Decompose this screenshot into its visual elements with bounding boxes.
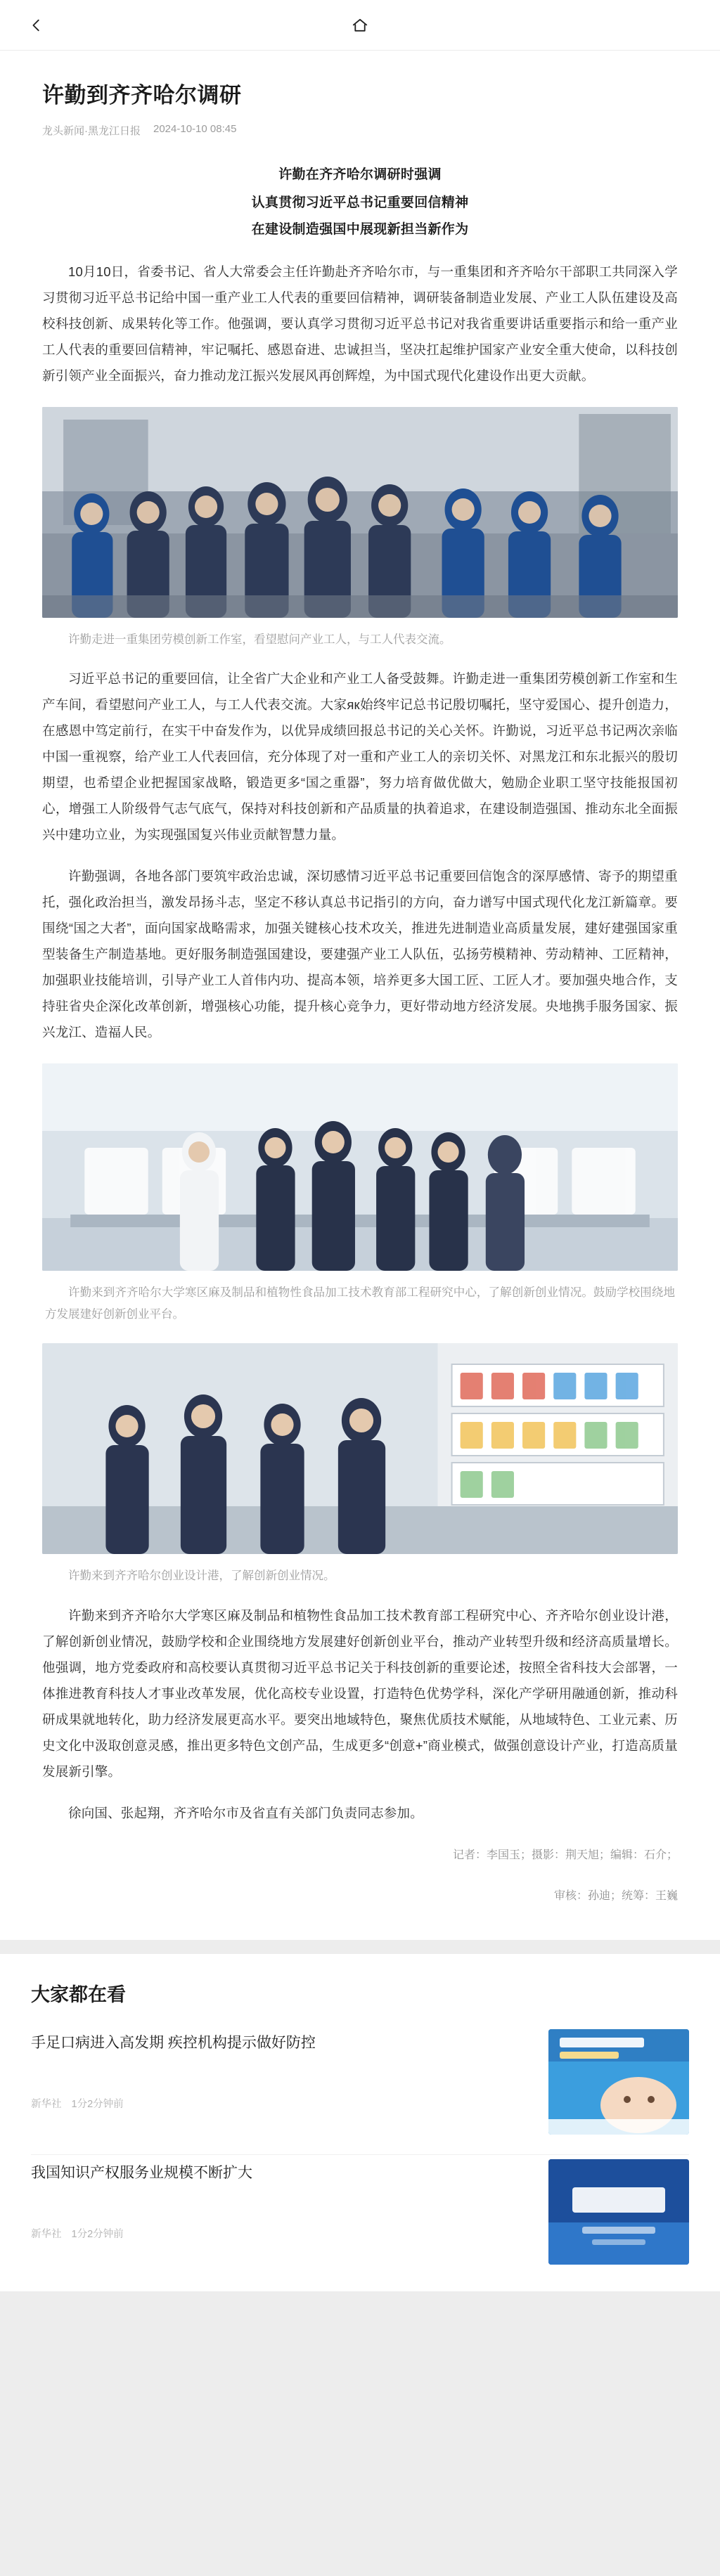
also-read-section <box>0 1954 720 2291</box>
top-navigation-bar <box>0 0 720 51</box>
also-item-meta <box>31 2096 532 2111</box>
bottom-spacer <box>0 2291 720 2312</box>
photo-caption: 许勤来到齐齐哈尔大学寒区麻及制品和植物性食品加工技术教育部工程研究中心，了解创新创业情况。鼓励学校围绕地方发展建好创新创业平台。 <box>45 1286 675 1321</box>
photo-lab-visit <box>42 1063 678 1325</box>
photo-caption: 许勤走进一重集团劳模创新工作室，看望慰问产业工人，与工人代表交流。 <box>68 633 451 646</box>
photo-innovation-port-image <box>42 1343 678 1554</box>
photo-caption: 许勤来到齐齐哈尔创业设计港，了解创新创业情况。 <box>68 1569 335 1583</box>
credit-line-1: 记者：李国玉；摄影：荆天旭；编辑：石介； <box>452 1849 678 1861</box>
also-item-time: 1分2分钟前 <box>71 2098 124 2110</box>
health-poster-image[interactable] <box>548 2029 689 2135</box>
chevron-left-icon[interactable] <box>27 15 46 35</box>
subtitle-line-3: 在建设制造强国中展现新担当新作为 <box>251 221 469 237</box>
paragraph: 许勤来到齐齐哈尔大学寒区麻及制品和植物性食品加工技术教育部工程研究中心、齐齐哈尔创业设计港，了解创新创业情况，鼓励学校和企业围绕地方发展建好创新创业平台，推动产业转型升级和经济高质量增长。他强调，地方党委政府和高校要认真贯彻习近平总书记关于科技创新的重要论述，按照全省科技大会部署，一体推进教育科技人才事业改革发展，优化高校专业设置，打造特色优势学科，深化产学研用融通创新，推动科研成果就地转化，助力经济发展更高水平。要突出地域特色，聚焦优质技术赋能，从地域特色、工业元素、历史文化中汲取创意灵感，推出更多特色文创产品，生成更多“创意+”商业模式，做强创意设计产业，打造高质量发展新引擎。 <box>42 1608 678 1779</box>
also-item-time: 1分2分钟前 <box>71 2228 124 2240</box>
news-poster-image[interactable] <box>548 2159 689 2265</box>
article-meta <box>42 123 678 138</box>
also-item-source: 新华社 <box>31 2228 62 2240</box>
list-item[interactable] <box>31 2155 689 2284</box>
photo-factory-visit <box>42 407 678 651</box>
subtitle-line-1: 许勤在齐齐哈尔调研时强调 <box>278 167 442 182</box>
paragraph: 10月10日，省委书记、省人大常委会主任许勤赴齐齐哈尔市，与一重集团和齐齐哈尔干部职工共同深入学习贯彻习近平总书记给中国一重产业工人代表的重要回信精神，调研装备制造业发展、产业工人队伍建设及高校科技创新、成果转化等工作。他强调，要认真学习贯彻习近平总书记对我省重要讲话重要指示和给一重产业工人代表的重要回信精神，牢记嘱托、感恩奋进、忠诚担当，坚决扛起维护国家产业安全重大使命，以科技创新引领产业全面振兴，奋力推动龙江振兴发展风再创辉煌，为中国式现代化建设作出更大贡献。 <box>42 264 678 383</box>
also-item-meta <box>31 2226 532 2241</box>
also-item-text <box>31 2029 532 2111</box>
also-item-title[interactable]: 手足口病进入高发期 疾控机构提示做好防控 <box>31 2035 316 2051</box>
also-read-heading: 大家都在看 <box>31 1984 126 2005</box>
paragraph: 许勤强调，各地各部门要筑牢政治忠诚，深切感情习近平总书记重要回信饱含的深厚感情、寄予的期望重托，强化政治担当，激发昂扬斗志，坚定不移认真总书记指引的方向，奋力谱写中国式现代化龙江新篇章。要围绕“国之大者”，面向国家战略需求，加强关键核心技术攻关，推进先进制造业高质量发展，建好建强国家重型装备生产制造基地。更好服务制造强国建设，要建强产业工人队伍，弘扬劳模精神、劳动精神、工匠精神，加强职业技能培训，引导产业工人首伟内功、提高本领，培养更多大国工匠、工匠人才。要加强央地合作，支持驻省央企深化改革创新，增强核心功能，提升核心竞争力，更好带动地方经济发展。央地携手服务国家、振兴龙江、造福人民。 <box>42 869 678 1040</box>
also-item-text <box>31 2159 532 2241</box>
article-source: 龙头新闻·黑龙江日报 <box>42 124 141 137</box>
home-icon[interactable] <box>349 15 371 36</box>
photo-factory-visit-image <box>42 407 678 618</box>
paragraph: 习近平总书记的重要回信，让全省广大企业和产业工人备受鼓舞。许勤走进一重集团劳模创新工作室和生产车间，看望慰问产业工人，与工人代表交流。大家як始终牢记总书记殷切嘱托，坚守爱国心、提升创造力，在感恩中笃定前行，在实干中奋发作为，以优异成绩回报总书记的关心关怀。许勤说，习近平总书记两次亲临中国一重视察，给产业工人代表回信，充分体现了对一重和产业工人的亲切关怀、对黑龙江和东北振兴的殷切期望，也希望企业把握国家战略，锻造更多“国之重器”，努力培育做优做大，勉励企业职工坚守技能报国初心，增强工人阶级骨气志气底气，保持对科技创新和产品质量的执着追求，在建设制造强国、推动东北全面振兴中建功立业，为实现强国复兴伟业贡献智慧力量。 <box>42 671 678 843</box>
also-item-title[interactable]: 我国知识产权服务业规模不断扩大 <box>31 2165 252 2181</box>
paragraph: 徐向国、张起翔，齐齐哈尔市及省直有关部门负责同志参加。 <box>68 1806 423 1820</box>
article-body <box>0 51 720 1940</box>
photo-innovation-port <box>42 1343 678 1587</box>
credit-line-2: 审核：孙迪；统筹：王巍 <box>553 1890 678 1902</box>
page-title: 许勤到齐齐哈尔调研 <box>42 83 242 108</box>
article-timestamp: 2024-10-10 08:45 <box>153 122 237 135</box>
list-item[interactable] <box>31 2025 689 2155</box>
also-item-source: 新华社 <box>31 2098 62 2110</box>
photo-lab-visit-image <box>42 1063 678 1271</box>
subtitle-line-2: 认真贯彻习近平总书记重要回信精神 <box>251 195 469 210</box>
